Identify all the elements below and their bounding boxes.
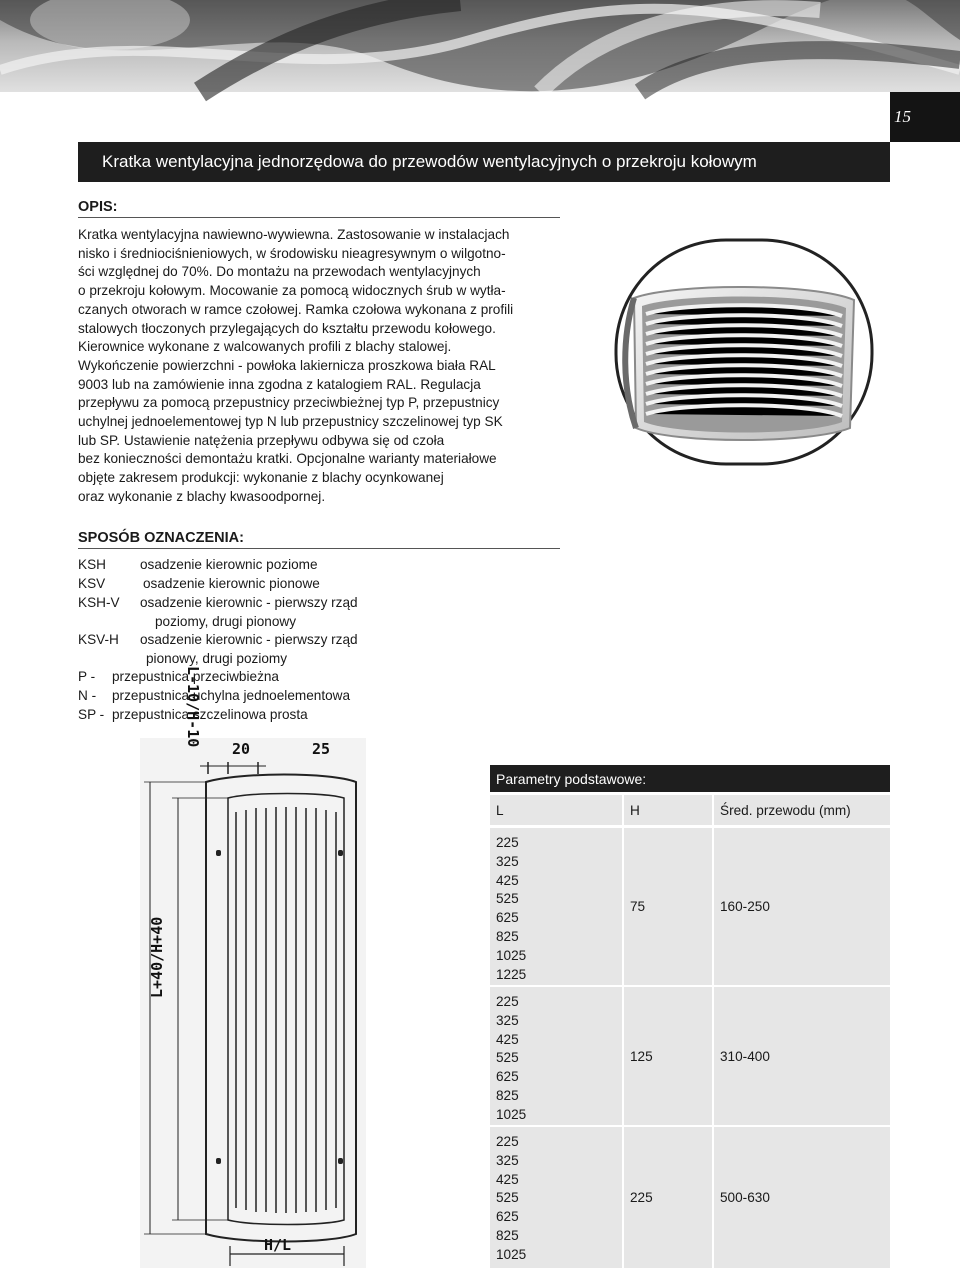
dimension-label-25: 25 bbox=[312, 740, 331, 758]
code-label: SP - bbox=[78, 707, 105, 722]
code-description: osadzenie kierownic pionowe bbox=[143, 576, 320, 591]
code-label: KSV-H bbox=[78, 632, 119, 647]
table-cell-lengths: 225 325 425 525 625 825 1025 bbox=[490, 987, 622, 1125]
table-cell-height: 125 bbox=[624, 987, 712, 1125]
description-text: Kratka wentylacyjna nawiewno-wywiewna. Zastosowanie w instalacjach nisko i średniociśnieniowych, w środowisku nieagresywnym o wilgotno- ści względnej do 70%. Do montażu na przewodach wentylacyjnych o przekroju kołowym. Mocowanie za pomocą widocznych śrub w wytła- czanych otworach w ramce czołowej. Ramka czołowa wykonana z profili stalowych tłoczonych przylegających do kształtu przewodu kołowego. Kierownice wykonane z walcowanych profili z blachy stalowej. Wykończenie powierzchni - powłoka lakiernicza proszkowa biała RAL 9003 lub na zamówienie inna zgodna z katalogiem RAL. Regulacja przepływu za pomocą przepustnicy przeciwbieżnej typ P, przepustnicy uchylnej jednoelementowej typ N lub przepustnicy szczelinowej typ SK lub SP. Ustawienie natężenia przepływu odbywa się od czoła bez konieczności demontażu kratki. Opcjonalne warianty materiałowe objęte zakresem produkcji: wykonanie z blachy ocynkowanej oraz wykonanie z blachy kwasoodpornej. bbox=[78, 227, 514, 504]
code-label: KSH-V bbox=[78, 595, 120, 610]
code-label: N - bbox=[78, 688, 97, 703]
code-label: KSV bbox=[78, 576, 106, 591]
table-cell-diameter: 500-630 bbox=[714, 1127, 890, 1268]
table-cell-diameter: 160-250 bbox=[714, 828, 890, 985]
banner-swirl-graphic bbox=[0, 0, 960, 92]
dimension-label-outer: L+40/H+40 bbox=[148, 916, 166, 998]
table-cell-lengths: 225 325 425 525 625 825 1025 bbox=[490, 1127, 622, 1268]
code-description: osadzenie kierownic - pierwszy rząd bbox=[140, 595, 358, 610]
page-number: 15 bbox=[890, 92, 960, 142]
decorative-banner bbox=[0, 0, 960, 92]
code-description-continued: poziomy, drugi pionowy bbox=[155, 614, 297, 629]
grille-photo bbox=[614, 238, 874, 466]
code-description: osadzenie kierownic poziome bbox=[140, 557, 318, 572]
code-description-continued: pionowy, drugi poziomy bbox=[146, 651, 288, 666]
code-label: KSH bbox=[78, 557, 106, 572]
dimension-label-20: 20 bbox=[232, 740, 251, 758]
dimension-label-inner: L-10/H-10 bbox=[184, 666, 202, 748]
designation-heading: SPOSÓB OZNACZENIA: bbox=[78, 530, 560, 549]
code-description: przepustnica przeciwbieżna bbox=[112, 669, 279, 684]
code-label: P - bbox=[78, 669, 96, 684]
parameters-heading: Parametry podstawowe: bbox=[490, 765, 890, 792]
table-cell-height: 225 bbox=[624, 1127, 712, 1268]
table-cell-lengths: 225 325 425 525 625 825 1025 1225 bbox=[490, 828, 622, 985]
code-description: przepustnica szczelinowa prosta bbox=[112, 707, 308, 722]
code-description: przepustnica uchylna jednoelementowa bbox=[112, 688, 351, 703]
column-header-diameter: Śred. przewodu (mm) bbox=[714, 795, 890, 825]
description-heading: OPIS: bbox=[78, 199, 560, 218]
dimension-label-bottom: H/L bbox=[264, 1236, 292, 1254]
column-header-l: L bbox=[490, 795, 622, 825]
code-description: osadzenie kierownic - pierwszy rząd bbox=[140, 632, 358, 647]
page-title: Kratka wentylacyjna jednorzędowa do przewodów wentylacyjnych o przekroju kołowym bbox=[78, 142, 890, 182]
table-cell-diameter: 310-400 bbox=[714, 987, 890, 1125]
table-cell-height: 75 bbox=[624, 828, 712, 985]
column-header-h: H bbox=[624, 795, 712, 825]
